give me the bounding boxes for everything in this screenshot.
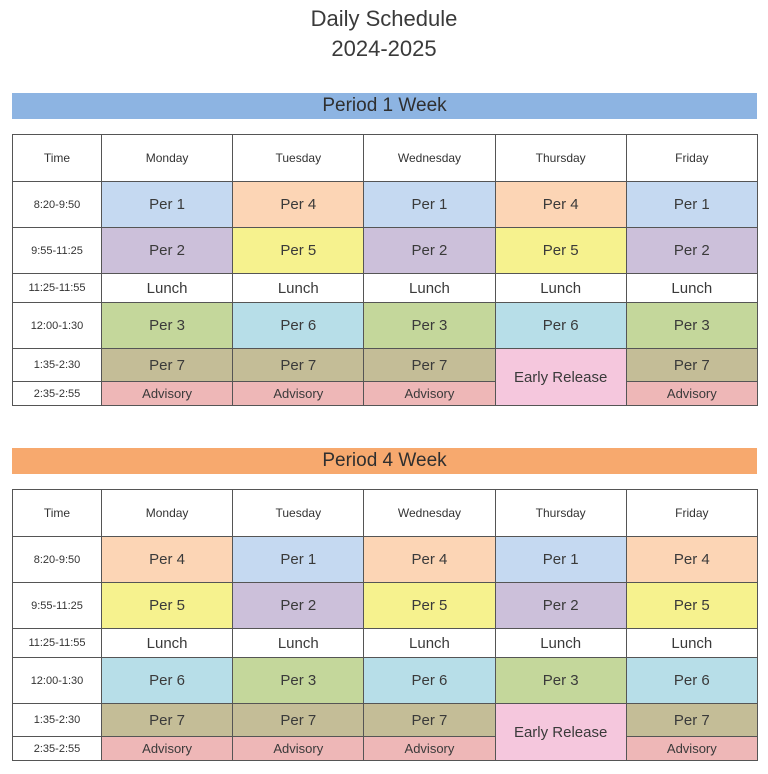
period-cell: Per 3 xyxy=(102,303,233,349)
period-cell: Per 3 xyxy=(233,658,364,704)
period-cell: Lunch xyxy=(364,274,495,303)
period-cell: Per 7 xyxy=(364,349,495,382)
header-row xyxy=(13,490,758,537)
period-cell: Per 4 xyxy=(626,537,757,583)
time-cell: 11:25-11:55 xyxy=(13,274,102,303)
period-cell: Advisory xyxy=(364,737,495,761)
column-header-tuesday: Tuesday xyxy=(233,135,364,182)
header-row xyxy=(13,135,758,182)
table-row xyxy=(13,349,758,382)
table-row xyxy=(13,737,758,761)
period-cell: Per 1 xyxy=(626,182,757,228)
period-cell: Early Release xyxy=(495,704,626,761)
table-row xyxy=(13,629,758,658)
table-row xyxy=(13,274,758,303)
table-row xyxy=(13,704,758,737)
period-cell: Advisory xyxy=(626,737,757,761)
period-cell: Per 2 xyxy=(233,583,364,629)
period-cell: Per 7 xyxy=(233,704,364,737)
period-cell: Advisory xyxy=(233,382,364,406)
table-row xyxy=(13,382,758,406)
period-cell: Per 5 xyxy=(364,583,495,629)
page-title: Daily Schedule xyxy=(310,6,458,31)
period-cell: Lunch xyxy=(102,274,233,303)
time-cell: 1:35-2:30 xyxy=(13,349,102,382)
time-cell: 9:55-11:25 xyxy=(13,583,102,629)
period-cell: Per 7 xyxy=(233,349,364,382)
table-row xyxy=(13,583,758,629)
period-cell: Advisory xyxy=(364,382,495,406)
column-header-thursday: Thursday xyxy=(495,135,626,182)
period-cell: Per 3 xyxy=(626,303,757,349)
period-cell: Lunch xyxy=(102,629,233,658)
period-cell: Per 2 xyxy=(102,228,233,274)
schedule-table-period-4 xyxy=(12,489,758,761)
period-cell: Per 5 xyxy=(102,583,233,629)
period-cell: Per 6 xyxy=(102,658,233,704)
column-header-monday: Monday xyxy=(102,135,233,182)
period-cell: Per 7 xyxy=(102,704,233,737)
time-cell: 9:55-11:25 xyxy=(13,228,102,274)
week-header-period-4: Period 4 Week xyxy=(12,448,757,474)
period-cell: Per 5 xyxy=(495,228,626,274)
period-cell: Lunch xyxy=(233,274,364,303)
column-header-monday: Monday xyxy=(102,490,233,537)
period-cell: Per 1 xyxy=(102,182,233,228)
period-cell: Advisory xyxy=(626,382,757,406)
time-cell: 8:20-9:50 xyxy=(13,182,102,228)
table-row xyxy=(13,303,758,349)
column-header-friday: Friday xyxy=(626,135,757,182)
column-header-friday: Friday xyxy=(626,490,757,537)
time-cell: 2:35-2:55 xyxy=(13,737,102,761)
period-cell: Per 1 xyxy=(364,182,495,228)
period-cell: Per 6 xyxy=(364,658,495,704)
period-cell: Per 7 xyxy=(626,704,757,737)
page-subtitle: 2024-2025 xyxy=(331,36,437,61)
period-cell: Per 4 xyxy=(364,537,495,583)
period-cell: Lunch xyxy=(626,274,757,303)
table-row xyxy=(13,228,758,274)
period-cell: Advisory xyxy=(233,737,364,761)
period-cell: Per 7 xyxy=(364,704,495,737)
period-cell: Per 4 xyxy=(102,537,233,583)
period-cell: Per 2 xyxy=(626,228,757,274)
period-cell: Lunch xyxy=(495,274,626,303)
period-cell: Per 5 xyxy=(233,228,364,274)
period-cell: Advisory xyxy=(102,737,233,761)
period-cell: Per 1 xyxy=(233,537,364,583)
table-row xyxy=(13,537,758,583)
period-cell: Lunch xyxy=(495,629,626,658)
period-cell: Per 6 xyxy=(626,658,757,704)
period-cell: Per 2 xyxy=(495,583,626,629)
period-cell: Lunch xyxy=(364,629,495,658)
time-cell: 11:25-11:55 xyxy=(13,629,102,658)
period-cell: Per 7 xyxy=(102,349,233,382)
period-cell: Per 1 xyxy=(495,537,626,583)
week-header-period-1: Period 1 Week xyxy=(12,93,757,119)
period-cell: Per 4 xyxy=(495,182,626,228)
column-header-thursday: Thursday xyxy=(495,490,626,537)
schedule-table-period-1 xyxy=(12,134,758,406)
time-cell: 12:00-1:30 xyxy=(13,303,102,349)
column-header-time: Time xyxy=(13,490,102,537)
column-header-time: Time xyxy=(13,135,102,182)
column-header-wednesday: Wednesday xyxy=(364,135,495,182)
period-cell: Per 4 xyxy=(233,182,364,228)
time-cell: 8:20-9:50 xyxy=(13,537,102,583)
period-cell: Per 3 xyxy=(364,303,495,349)
period-cell: Lunch xyxy=(233,629,364,658)
period-cell: Early Release xyxy=(495,349,626,406)
table-row xyxy=(13,182,758,228)
time-cell: 2:35-2:55 xyxy=(13,382,102,406)
column-header-tuesday: Tuesday xyxy=(233,490,364,537)
period-cell: Per 5 xyxy=(626,583,757,629)
time-cell: 1:35-2:30 xyxy=(13,704,102,737)
period-cell: Per 3 xyxy=(495,658,626,704)
time-cell: 12:00-1:30 xyxy=(13,658,102,704)
period-cell: Lunch xyxy=(626,629,757,658)
column-header-wednesday: Wednesday xyxy=(364,490,495,537)
period-cell: Per 6 xyxy=(495,303,626,349)
period-cell: Per 6 xyxy=(233,303,364,349)
table-row xyxy=(13,658,758,704)
period-cell: Per 7 xyxy=(626,349,757,382)
period-cell: Per 2 xyxy=(364,228,495,274)
period-cell: Advisory xyxy=(102,382,233,406)
